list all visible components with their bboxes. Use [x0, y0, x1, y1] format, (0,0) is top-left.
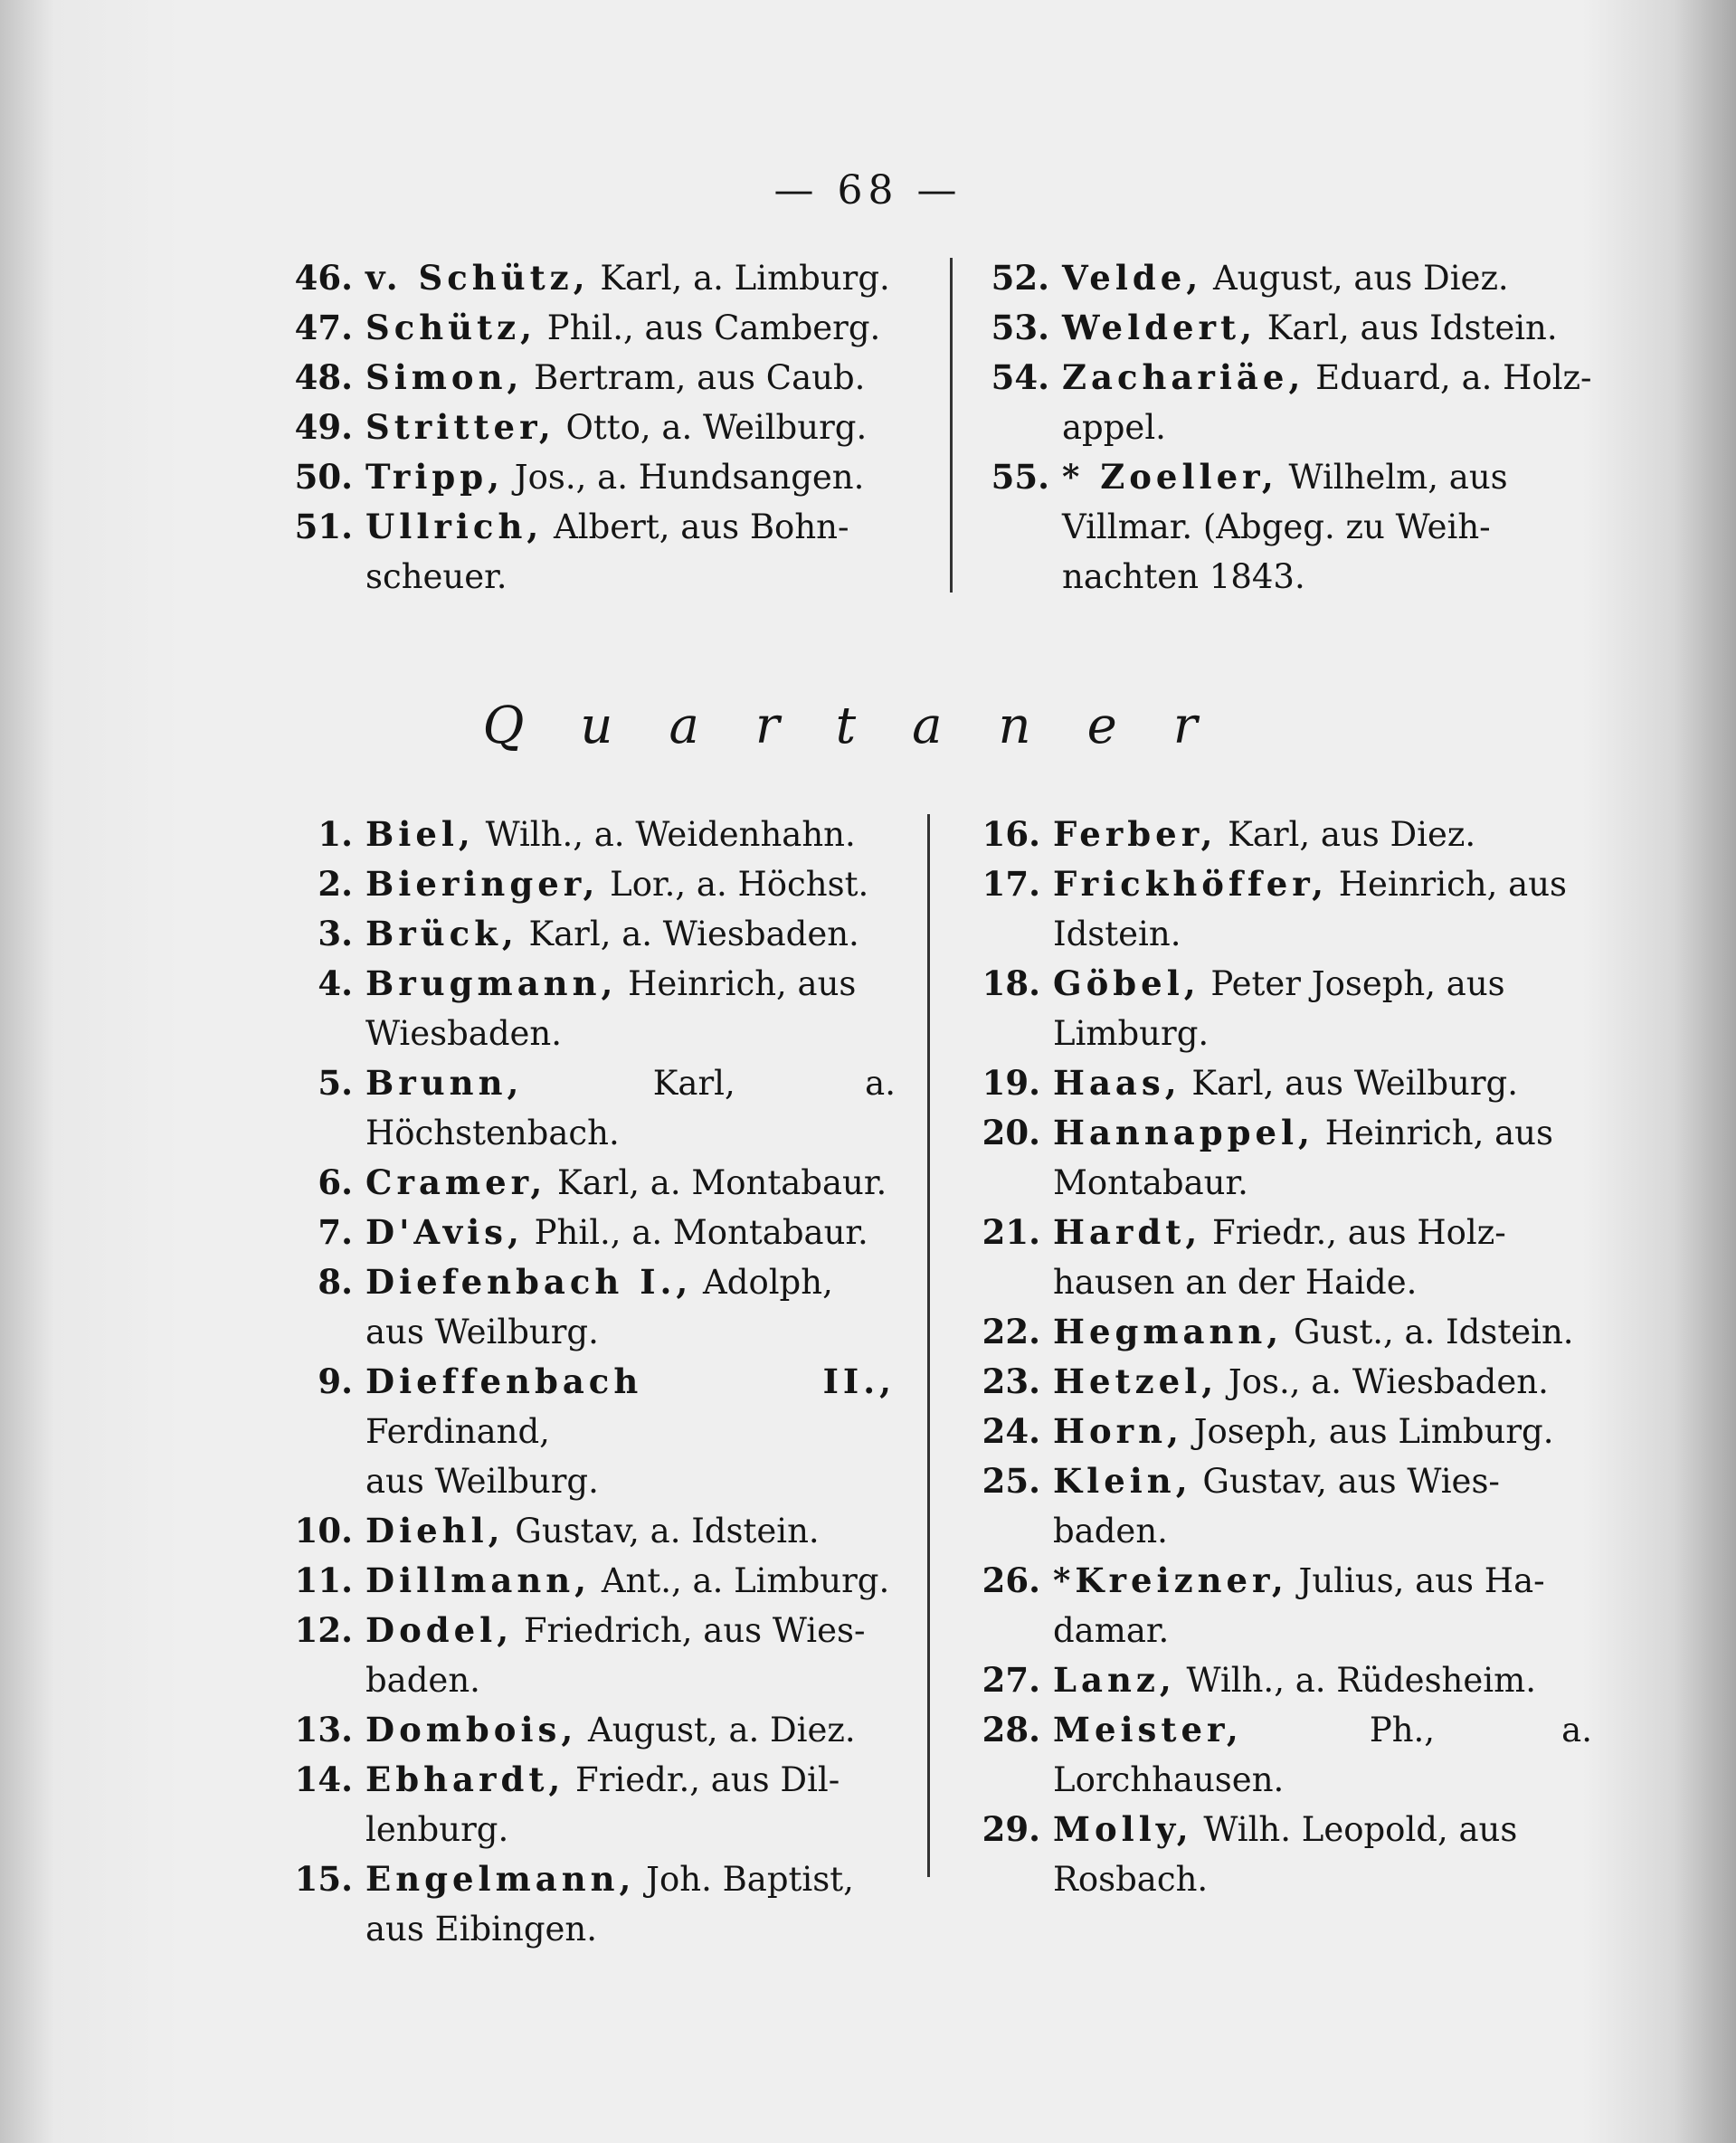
- entry-number: 3.: [318, 914, 353, 953]
- entry-number: 26.: [982, 1560, 1040, 1600]
- entry-text: [1053, 1108, 1592, 1158]
- entry-number: 54.: [991, 357, 1049, 397]
- entry-number: 47.: [294, 308, 353, 347]
- entry-text: [365, 452, 914, 502]
- entry-text: [365, 1357, 896, 1456]
- entry-text: [1053, 1456, 1592, 1506]
- entry-details: Heinrich, aus: [617, 964, 857, 1003]
- entry-indent: [271, 1009, 365, 1058]
- list-item: [968, 303, 1601, 353]
- list-item: [959, 959, 1592, 1009]
- entry-surname: * Zoeller,: [1062, 457, 1278, 497]
- entry-details: Ferdinand,: [365, 1412, 550, 1451]
- entry-details: Friedr., aus Holz-: [1201, 1213, 1506, 1252]
- entry-surname: Molly,: [1053, 1809, 1193, 1849]
- entry-text: [1062, 253, 1601, 303]
- entry-continuation: [271, 1456, 896, 1506]
- list-item: [959, 1805, 1592, 1854]
- entry-text: [1053, 1407, 1592, 1456]
- list-item: [959, 1456, 1592, 1506]
- entry-surname: Zachariäe,: [1062, 357, 1305, 397]
- entry-continuation: [959, 1257, 1592, 1307]
- entry-surname: Ullrich,: [365, 507, 544, 546]
- list-item: [968, 353, 1601, 403]
- list-item: [959, 810, 1592, 859]
- entry-surname: Dieffenbach II.,: [365, 1361, 896, 1401]
- entry-surname: D'Avis,: [365, 1212, 524, 1252]
- list-item: [959, 1357, 1592, 1407]
- entry-details: Julius, aus Ha-: [1287, 1561, 1545, 1600]
- entry-continuation-text: aus Weilburg.: [365, 1313, 599, 1351]
- entry-surname: Tripp,: [365, 457, 505, 497]
- list-item: [271, 1556, 896, 1606]
- entry-text: [365, 1854, 896, 1904]
- entry-continuation: [968, 552, 1601, 602]
- entry-indent: [959, 1606, 1053, 1655]
- entry-number: 20.: [982, 1113, 1040, 1152]
- list-item: [271, 1755, 896, 1805]
- entry-text: [1062, 353, 1601, 403]
- entry-number: 15.: [294, 1859, 353, 1899]
- entry-number: 48.: [294, 357, 353, 397]
- entry-continuation-text: baden.: [365, 1661, 480, 1700]
- list-item: [271, 1606, 896, 1655]
- entry-surname: Meister,: [1053, 1710, 1243, 1749]
- entry-indent: [959, 1506, 1053, 1556]
- entry-details: Albert, aus Bohn-: [543, 507, 849, 546]
- entry-number: 23.: [982, 1361, 1040, 1401]
- entry-text: [365, 1506, 896, 1556]
- entry-text: [1053, 959, 1592, 1009]
- entry-number: 14.: [294, 1759, 353, 1799]
- list-item: [271, 403, 914, 452]
- entry-text: [1062, 303, 1601, 353]
- entry-number: 51.: [294, 507, 353, 546]
- entry-surname: Lanz,: [1053, 1660, 1176, 1700]
- entry-details: Wilh. Leopold, aus: [1192, 1810, 1518, 1849]
- entry-text: [365, 909, 896, 959]
- entry-number: 55.: [991, 457, 1049, 497]
- entry-indent: [271, 1307, 365, 1357]
- entry-number: 6.: [318, 1162, 353, 1202]
- entry-text: [365, 810, 896, 859]
- entry-text: [365, 959, 896, 1009]
- top-left-column: [271, 253, 914, 602]
- entry-surname: Diehl,: [365, 1511, 505, 1550]
- list-item: [271, 452, 914, 502]
- entry-indent: [959, 1158, 1053, 1208]
- entry-number: 19.: [982, 1063, 1040, 1103]
- list-item: [271, 1058, 896, 1158]
- entry-details: Wilh., a. Rüdesheim.: [1175, 1661, 1536, 1700]
- list-item: [271, 303, 914, 353]
- entry-number: 24.: [982, 1411, 1040, 1451]
- entry-continuation: [959, 1606, 1592, 1655]
- list-item: [959, 1307, 1592, 1357]
- entry-surname: Cramer,: [365, 1162, 547, 1202]
- entry-details: Heinrich, aus: [1314, 1114, 1553, 1152]
- entry-surname: Weldert,: [1062, 308, 1257, 347]
- entry-details: Wilh., a. Weidenhahn.: [474, 815, 856, 854]
- entry-details: Friedr., aus Dil-: [564, 1760, 840, 1799]
- entry-continuation-text: Idstein.: [1053, 915, 1181, 953]
- entry-details: Karl, aus Diez.: [1217, 815, 1476, 854]
- entry-surname: Bieringer,: [365, 864, 600, 904]
- entry-number: 25.: [982, 1461, 1040, 1501]
- entry-details: Karl, a. Wiesbaden.: [517, 915, 859, 953]
- entry-details: Phil., aus Camberg.: [536, 308, 881, 347]
- list-item: [968, 452, 1601, 502]
- list-item: [959, 1705, 1592, 1805]
- entry-details: Otto, a. Weilburg.: [555, 408, 868, 447]
- entry-indent: [968, 552, 1062, 602]
- entry-text: [365, 859, 896, 909]
- entry-details: Ant., a. Limburg.: [591, 1561, 890, 1600]
- entry-number: 7.: [318, 1212, 353, 1252]
- entry-number: 50.: [294, 457, 353, 497]
- entry-number: 22.: [982, 1312, 1040, 1351]
- list-item: [271, 502, 914, 552]
- entry-surname: Brunn,: [365, 1063, 524, 1103]
- entry-continuation: [271, 1904, 896, 1954]
- entry-surname: Hannappel,: [1053, 1113, 1314, 1152]
- entry-continuation: [271, 1307, 896, 1357]
- entry-details: Karl, aus Idstein.: [1257, 308, 1558, 347]
- entry-number: 49.: [294, 407, 353, 447]
- list-item: [959, 859, 1592, 909]
- entry-details: Wilhelm, aus: [1277, 458, 1508, 497]
- entry-details: Heinrich, aus: [1327, 865, 1568, 904]
- entry-continuation-text: hausen an der Haide.: [1053, 1263, 1418, 1302]
- entry-indent: [271, 552, 365, 602]
- entry-number: 29.: [982, 1809, 1040, 1849]
- entry-number: 13.: [294, 1710, 353, 1749]
- entry-surname: Ebhardt,: [365, 1759, 565, 1799]
- bottom-left-column: [271, 810, 896, 1954]
- entry-indent: [959, 1009, 1053, 1058]
- list-item: [271, 1357, 896, 1456]
- entry-details: Peter Joseph, aus: [1200, 964, 1505, 1003]
- list-item: [959, 1058, 1592, 1108]
- entry-continuation: [968, 403, 1601, 452]
- entry-details: Bertram, aus Caub.: [523, 358, 866, 397]
- entry-continuation-text: aus Weilburg.: [365, 1462, 599, 1501]
- entry-text: [1053, 1655, 1592, 1705]
- list-item: [959, 1108, 1592, 1158]
- entry-continuation-text: Rosbach.: [1053, 1860, 1209, 1899]
- entry-indent: [959, 909, 1053, 959]
- entry-details: Friedrich, aus Wies-: [513, 1611, 866, 1650]
- entry-number: 28.: [982, 1710, 1040, 1749]
- entry-number: 18.: [982, 963, 1040, 1003]
- list-item: [959, 1556, 1592, 1606]
- entry-surname: Biel,: [365, 814, 475, 854]
- list-item: [959, 1208, 1592, 1257]
- entry-surname: Ferber,: [1053, 814, 1218, 854]
- entry-details: Karl, a. Montabaur.: [546, 1163, 887, 1202]
- entry-surname: Diefenbach I.,: [365, 1262, 693, 1302]
- entry-details: Jos., a. Wiesbaden.: [1218, 1362, 1549, 1401]
- entry-continuation-text: Villmar. (Abgeg. zu Weih-: [1062, 507, 1491, 546]
- entry-text: [365, 1606, 896, 1655]
- entry-indent: [968, 502, 1062, 552]
- column-divider-bottom: [927, 814, 930, 1877]
- entry-continuation-text: baden.: [1053, 1512, 1168, 1550]
- entry-details: August, a. Diez.: [577, 1711, 856, 1749]
- entry-continuation: [271, 1655, 896, 1705]
- entry-surname: v. Schütz,: [365, 258, 590, 298]
- page-number: — 68 —: [773, 167, 963, 213]
- entry-details: Jos., a. Hundsangen.: [504, 458, 865, 497]
- entry-details: Karl, aus Weilburg.: [1181, 1064, 1518, 1103]
- entry-text: [1053, 810, 1592, 859]
- entry-number: 27.: [982, 1660, 1040, 1700]
- list-item: [271, 1208, 896, 1257]
- entry-continuation-text: Montabaur.: [1053, 1163, 1248, 1202]
- list-item: [271, 1158, 896, 1208]
- list-item: [968, 253, 1601, 303]
- entry-details: Karl, a. Höchstenbach.: [365, 1064, 896, 1152]
- entry-details: Ph., a. Lorchhausen.: [1053, 1711, 1592, 1799]
- entry-number: 8.: [318, 1262, 353, 1302]
- entry-continuation-text: appel.: [1062, 408, 1166, 447]
- section-heading: Quartaner: [482, 697, 1254, 755]
- entry-surname: Hardt,: [1053, 1212, 1202, 1252]
- entry-surname: *Kreizner,: [1053, 1560, 1288, 1600]
- entry-text: [1053, 1058, 1592, 1108]
- list-item: [271, 353, 914, 403]
- entry-continuation-text: scheuer.: [365, 557, 508, 596]
- entry-number: 9.: [318, 1361, 353, 1401]
- list-item: [271, 1854, 896, 1904]
- entry-details: Adolph,: [692, 1263, 833, 1302]
- entry-text: [365, 1705, 896, 1755]
- entry-number: 10.: [294, 1511, 353, 1550]
- entry-continuation: [271, 1805, 896, 1854]
- entry-details: August, aus Diez.: [1202, 259, 1509, 298]
- entry-indent: [271, 1904, 365, 1954]
- entry-surname: Göbel,: [1053, 963, 1200, 1003]
- entry-indent: [271, 1456, 365, 1506]
- entry-text: [365, 403, 914, 452]
- entry-number: 5.: [318, 1063, 353, 1103]
- entry-text: [1062, 452, 1601, 502]
- entry-number: 1.: [318, 814, 353, 854]
- top-right-column: [968, 253, 1601, 602]
- entry-surname: Frickhöffer,: [1053, 864, 1328, 904]
- entry-text: [365, 1058, 896, 1158]
- list-item: [271, 1705, 896, 1755]
- entry-continuation: [959, 1009, 1592, 1058]
- entry-continuation: [959, 1506, 1592, 1556]
- entry-number: 4.: [318, 963, 353, 1003]
- entry-surname: Simon,: [365, 357, 524, 397]
- bottom-right-column: [959, 810, 1592, 1904]
- entry-surname: Horn,: [1053, 1411, 1183, 1451]
- entry-text: [365, 303, 914, 353]
- entry-number: 52.: [991, 258, 1049, 298]
- entry-surname: Klein,: [1053, 1461, 1192, 1501]
- entry-details: Karl, a. Limburg.: [589, 259, 890, 298]
- entry-text: [365, 1257, 896, 1307]
- entry-details: Phil., a. Montabaur.: [523, 1213, 868, 1252]
- entry-number: 17.: [982, 864, 1040, 904]
- entry-text: [1053, 859, 1592, 909]
- list-item: [959, 1655, 1592, 1705]
- list-item: [959, 1407, 1592, 1456]
- entry-text: [365, 353, 914, 403]
- list-item: [271, 253, 914, 303]
- entry-surname: Velde,: [1062, 258, 1203, 298]
- entry-details: Lor., a. Höchst.: [599, 865, 869, 904]
- entry-number: 2.: [318, 864, 353, 904]
- entry-text: [1053, 1357, 1592, 1407]
- entry-text: [1053, 1556, 1592, 1606]
- entry-text: [365, 1755, 896, 1805]
- entry-surname: Brugmann,: [365, 963, 618, 1003]
- entry-continuation: [271, 1009, 896, 1058]
- entry-number: 53.: [991, 308, 1049, 347]
- entry-continuation-text: Wiesbaden.: [365, 1014, 563, 1053]
- entry-indent: [959, 1257, 1053, 1307]
- entry-text: [1053, 1705, 1592, 1805]
- entry-number: 11.: [294, 1560, 353, 1600]
- entry-text: [1053, 1208, 1592, 1257]
- entry-number: 21.: [982, 1212, 1040, 1252]
- entry-text: [365, 1556, 896, 1606]
- entry-details: Gust., a. Idstein.: [1283, 1313, 1574, 1351]
- entry-continuation-text: lenburg.: [365, 1810, 509, 1849]
- list-item: [271, 859, 896, 909]
- entry-details: Joh. Baptist,: [635, 1860, 854, 1899]
- entry-indent: [271, 1655, 365, 1705]
- entry-continuation: [968, 502, 1601, 552]
- entry-surname: Engelmann,: [365, 1859, 636, 1899]
- list-item: [271, 959, 896, 1009]
- list-item: [271, 909, 896, 959]
- entry-indent: [959, 1854, 1053, 1904]
- entry-number: 46.: [294, 258, 353, 298]
- entry-text: [365, 253, 914, 303]
- entry-details: Gustav, a. Idstein.: [504, 1512, 820, 1550]
- entry-number: 12.: [294, 1610, 353, 1650]
- entry-details: Joseph, aus Limburg.: [1182, 1412, 1554, 1451]
- entry-continuation-text: nachten 1843.: [1062, 557, 1305, 596]
- entry-details: Gustav, aus Wies-: [1191, 1462, 1500, 1501]
- entry-text: [365, 502, 914, 552]
- entry-surname: Haas,: [1053, 1063, 1181, 1103]
- entry-number: 16.: [982, 814, 1040, 854]
- column-divider-top: [950, 258, 953, 593]
- entry-indent: [271, 1805, 365, 1854]
- entry-surname: Dombois,: [365, 1710, 578, 1749]
- entry-text: [1053, 1307, 1592, 1357]
- entry-surname: Schütz,: [365, 308, 537, 347]
- entry-surname: Stritter,: [365, 407, 555, 447]
- entry-continuation: [959, 909, 1592, 959]
- entry-continuation: [959, 1158, 1592, 1208]
- entry-surname: Hegmann,: [1053, 1312, 1284, 1351]
- entry-details: Eduard, a. Holz-: [1304, 358, 1592, 397]
- entry-surname: Hetzel,: [1053, 1361, 1219, 1401]
- entry-continuation-text: damar.: [1053, 1611, 1170, 1650]
- entry-continuation-text: aus Eibingen.: [365, 1910, 598, 1949]
- list-item: [271, 810, 896, 859]
- list-item: [271, 1506, 896, 1556]
- entry-surname: Brück,: [365, 914, 518, 953]
- entry-surname: Dillmann,: [365, 1560, 592, 1600]
- entry-continuation: [959, 1854, 1592, 1904]
- entry-indent: [968, 403, 1062, 452]
- list-item: [271, 1257, 896, 1307]
- entry-surname: Dodel,: [365, 1610, 514, 1650]
- entry-continuation-text: Limburg.: [1053, 1014, 1210, 1053]
- entry-text: [365, 1158, 896, 1208]
- entry-text: [1053, 1805, 1592, 1854]
- entry-text: [365, 1208, 896, 1257]
- entry-continuation: [271, 552, 914, 602]
